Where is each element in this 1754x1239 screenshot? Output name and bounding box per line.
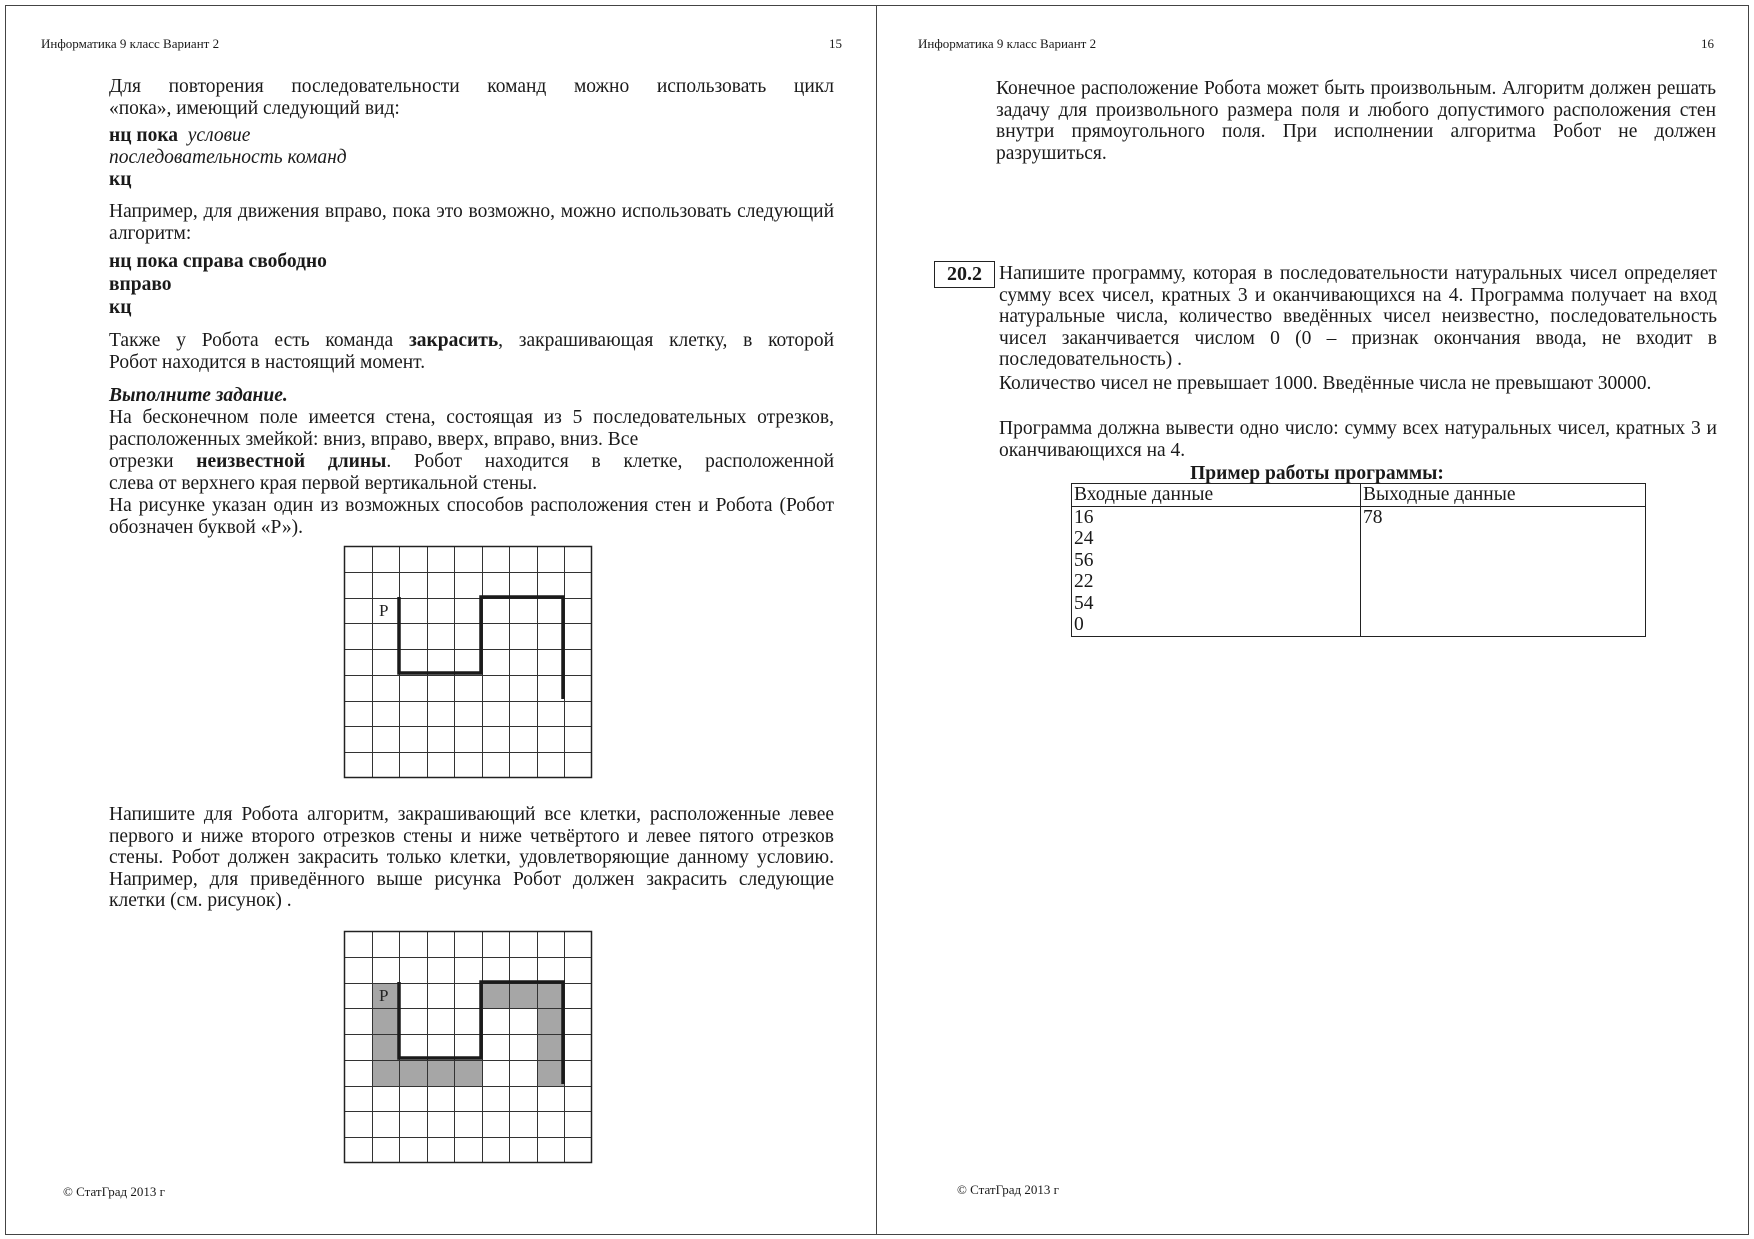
page-number: 15 xyxy=(829,36,842,51)
shaded-cell xyxy=(372,1060,399,1086)
task-paragraph2: Количество чисел не превышает 1000. Введённые числа не превышают 30000. xyxy=(999,373,1652,394)
input-value: 22 xyxy=(1074,571,1094,592)
shaded-cell xyxy=(537,1034,564,1060)
paint-command: закрасить xyxy=(408,330,499,351)
page-header-subject: Информатика 9 класс Вариант 2 xyxy=(918,36,1097,51)
task-heading: Выполните задание. xyxy=(109,385,288,406)
input-value: 54 xyxy=(1074,592,1094,614)
paint-command-line2: Робот находится в настоящий момент. xyxy=(109,352,426,373)
shaded-cell xyxy=(537,1060,564,1086)
example-intro: Например, для движения вправо, пока это возможно, можно использовать следующий алгоритм: xyxy=(109,201,834,244)
example-title: Пример работы программы: xyxy=(1190,463,1444,484)
example-line3: кц xyxy=(109,297,132,318)
shaded-cell xyxy=(427,1060,454,1086)
shaded-cell xyxy=(454,1060,482,1086)
loop-end: кц xyxy=(109,169,132,190)
loop-body: последовательность команд xyxy=(109,147,347,168)
shaded-cell xyxy=(399,1060,427,1086)
shaded-cell xyxy=(372,1034,399,1060)
continuation-paragraph: Конечное расположение Робота может быть произвольным. Алгоритм должен решать задачу для произвольного размера поля и любого допустимого расположения стен внутри прямоугольного поля. При исполнении алгоритма Робот не должен разрушиться. xyxy=(996,78,1716,164)
task-paragraph1-line4: слева от верхнего края первой вертикальной стены. xyxy=(109,473,538,494)
task-paragraph3: Программа должна вывести одно число: сумму всех натуральных чисел, кратных 3 и оканчивающихся на 4. xyxy=(999,418,1717,461)
field-border xyxy=(345,547,592,778)
footer-copyright: © СтатГрад 2013 г xyxy=(63,1184,165,1199)
task-number-badge: 20.2 xyxy=(934,261,995,288)
intro-paragraph: «пока», имеющий следующий вид: xyxy=(109,98,400,119)
robot-field-figure xyxy=(344,546,592,778)
column-header-input: Входные данные xyxy=(1072,484,1361,507)
shaded-cell xyxy=(509,983,537,1008)
input-value: 16 xyxy=(1074,506,1094,528)
shaded-cell xyxy=(482,983,509,1008)
left-page xyxy=(5,5,877,1235)
shaded-cell xyxy=(537,1008,564,1034)
shaded-cell xyxy=(537,983,564,1008)
loop-keyword: нц пока xyxy=(109,125,179,146)
shaded-cell xyxy=(372,1008,399,1034)
column-header-output: Выходные данные xyxy=(1361,484,1646,507)
robot-field-result-figure xyxy=(344,931,592,1163)
input-value: 24 xyxy=(1074,528,1094,549)
intro-line1: Для повторения последовательности команд можно использовать цикл xyxy=(109,76,834,97)
task-paragraph1: Напишите программу, которая в последовательности натуральных чисел определяет сумму всех чисел, кратных 3 и оканчивающихся на 4. Программа получает на вход натуральные числа, количество введённых чисел неизвестно, последовательность чисел заканчивается числом 0 (0 – признак окончания ввода, не входит в последовательность) . xyxy=(999,263,1717,370)
page-header-subject: Информатика 9 класс Вариант 2 xyxy=(41,36,220,51)
example-table xyxy=(1071,483,1646,637)
footer-copyright: © СтатГрад 2013 г xyxy=(957,1182,1059,1197)
paint-command-line1: Также у Робота есть команда закрасить, закрашивающая клетку, в которой xyxy=(109,330,834,351)
wall-snake xyxy=(399,597,563,699)
output-value-cell xyxy=(1361,506,1646,636)
unknown-length: неизвестной длины xyxy=(196,451,387,472)
task-paragraph3: Напишите для Робота алгоритм, закрашивающий все клетки, расположенные левее первого и ниже второго отрезков стены и ниже четвёртого и левее пятого отрезков стены. Робот должен закрасить только клетки, удовлетворяющие данному условию. Например, для приведённого выше рисунка Робот должен закрасить следующие клетки (см. рисунок) . xyxy=(109,804,834,911)
input-value: 56 xyxy=(1074,549,1094,571)
task-paragraph1: На бесконечном поле имеется стена, состоящая из 5 последовательных отрезков, расположенных змейкой: вниз, вправо, вверх, вправо, вниз. Все xyxy=(109,407,834,450)
example-line2: вправо xyxy=(109,274,172,295)
example-line1: нц пока справа свободно xyxy=(109,251,327,272)
task-paragraph2: На рисунке указан один из возможных способов расположения стен и Робота (Робот обозначен буквой «Р»). xyxy=(109,495,834,538)
table-row xyxy=(1072,506,1646,636)
output-value: 78 xyxy=(1363,506,1383,528)
task-paragraph1-line3: отрезки неизвестной длины. Робот находится в клетке, расположенной xyxy=(109,451,835,472)
page-number: 16 xyxy=(1701,36,1714,51)
loop-condition: условие xyxy=(187,125,251,146)
right-page xyxy=(876,5,1749,1235)
input-value: 0 xyxy=(1074,614,1084,635)
loop-syntax-line1 xyxy=(109,125,250,147)
robot-marker: Р xyxy=(379,986,389,1005)
table-header-row xyxy=(1072,484,1646,507)
input-values-cell xyxy=(1072,506,1361,636)
robot-marker: Р xyxy=(379,601,389,620)
